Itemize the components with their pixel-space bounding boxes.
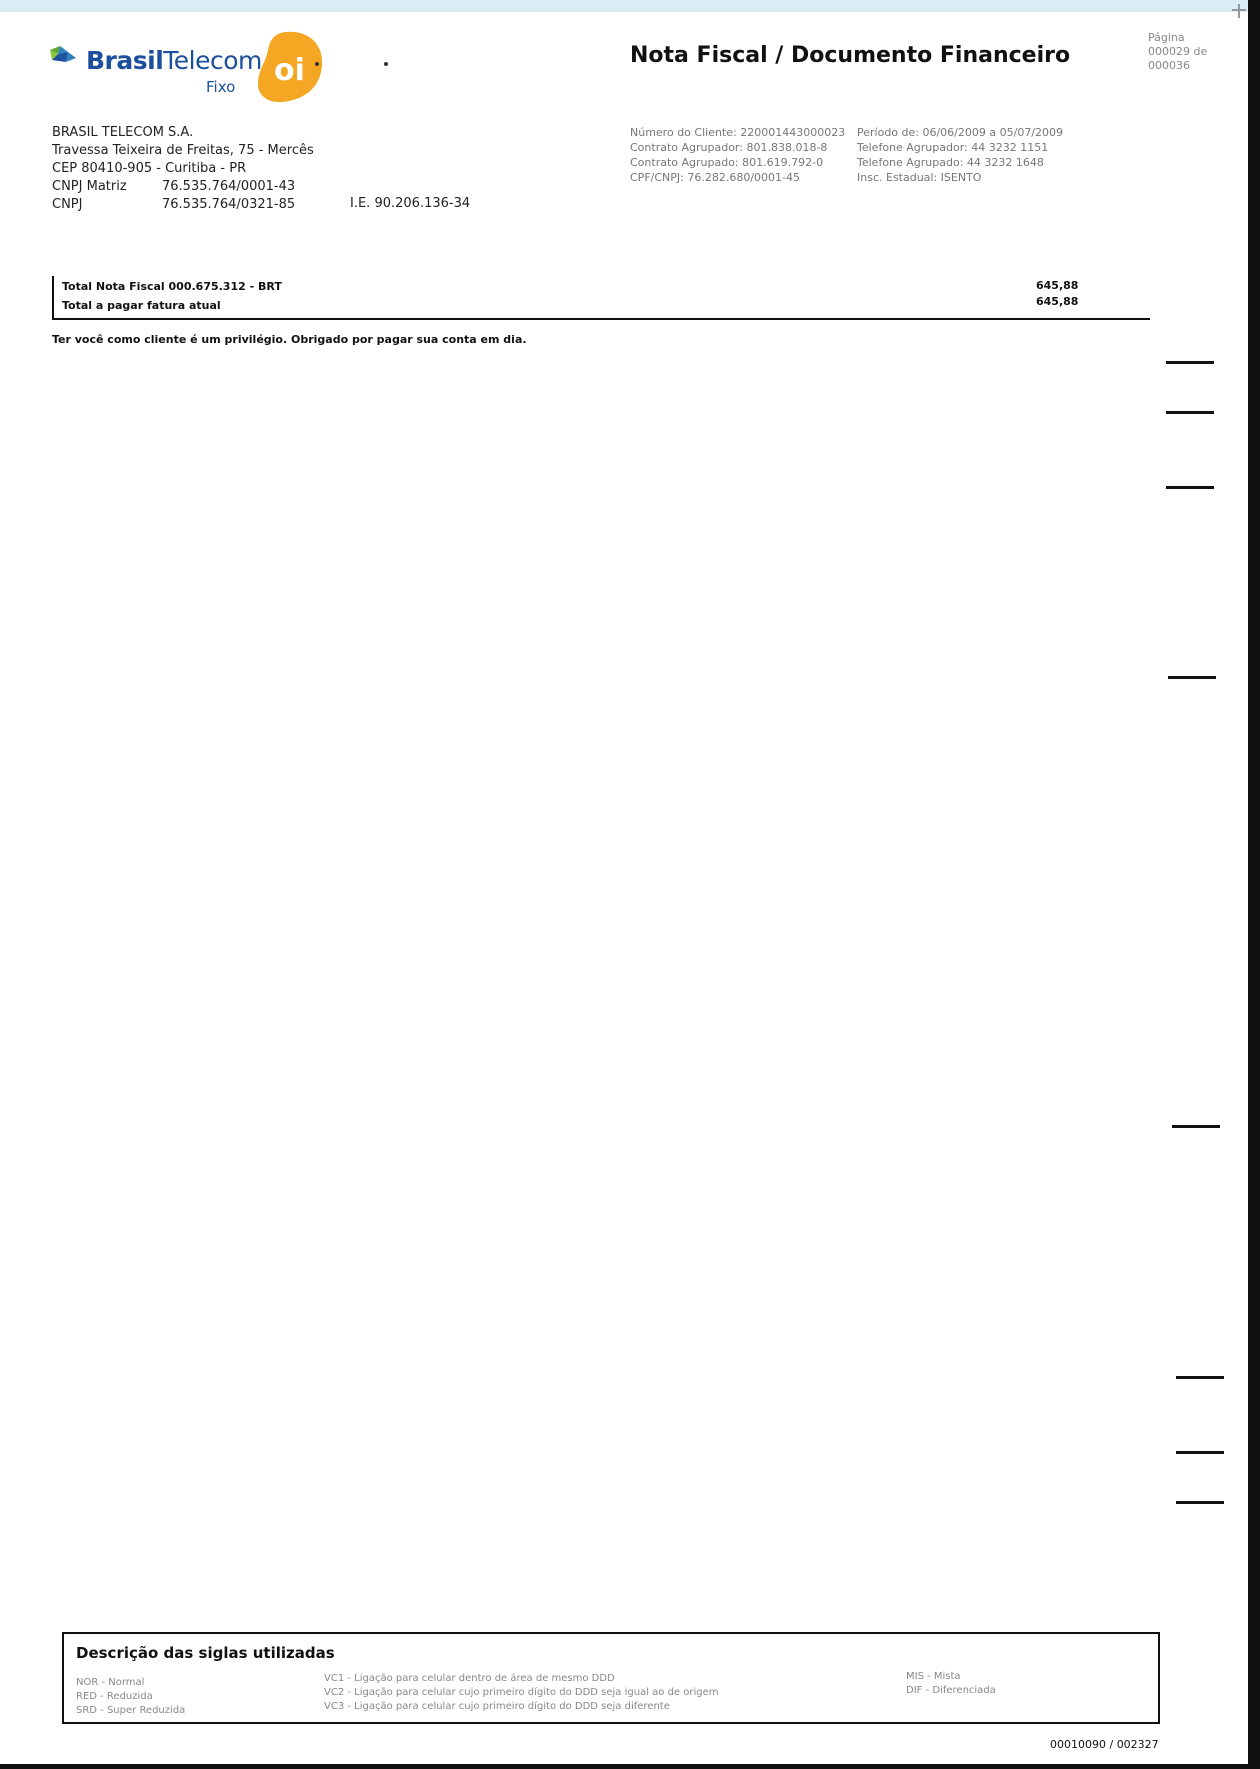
total-a-pagar-label: Total a pagar fatura atual <box>62 299 221 312</box>
scan-right-edge <box>1248 0 1260 1769</box>
document-number: 00010090 / 002327 <box>1050 1738 1159 1751</box>
margin-tick <box>1168 676 1216 679</box>
registration-mark <box>1232 4 1246 18</box>
billing-period: Período de: 06/06/2009 a 05/07/2009 <box>857 126 1064 139</box>
brand-name: BrasilTelecom <box>86 46 262 75</box>
company-cnpj <box>52 196 314 214</box>
oi-logo <box>256 30 326 104</box>
brasil-telecom-logo <box>46 40 262 100</box>
inscricao-estadual-client: Insc. Estadual: ISENTO <box>857 171 982 184</box>
cnpj-label: CNPJ <box>52 197 83 212</box>
legend-item: RED - Reduzida <box>76 1691 153 1702</box>
margin-tick <box>1176 1451 1224 1454</box>
totals-box <box>52 276 1150 320</box>
page-value: 000029 de <box>1148 45 1208 58</box>
company-cep: CEP 80410-905 - Curitiba - PR <box>52 161 247 176</box>
client-cpf-cnpj: CPF/CNPJ: 76.282.680/0001-45 <box>630 171 800 184</box>
scan-top-edge <box>0 0 1260 12</box>
legend-item: VC2 - Ligação para celular cujo primeiro dígito do DDD seja igual ao de origem <box>324 1687 719 1698</box>
margin-tick <box>1176 1376 1224 1379</box>
page-indicator <box>1148 31 1228 73</box>
page-label: Página <box>1148 31 1185 44</box>
client-number: Número do Cliente: 220001443000023 <box>630 126 846 139</box>
legend-item: MIS - Mista <box>906 1671 961 1682</box>
document-title: Nota Fiscal / Documento Financeiro <box>630 43 1071 68</box>
legend-item: SRD - Super Reduzida <box>76 1705 186 1716</box>
total-nota-fiscal-label: Total Nota Fiscal 000.675.312 - BRT <box>62 280 282 293</box>
inscricao-estadual-company: I.E. 90.206.136-34 <box>350 196 471 211</box>
legend-item: VC1 - Ligação para celular dentro de área de mesmo DDD <box>324 1673 615 1684</box>
margin-tick <box>1166 486 1214 489</box>
legend-column-2 <box>324 1672 719 1714</box>
oi-logo-text: oi <box>274 53 305 88</box>
contrato-agrupador: Contrato Agrupador: 801.838.018-8 <box>630 141 828 154</box>
telefone-agrupador: Telefone Agrupador: 44 3232 1151 <box>857 141 1049 154</box>
margin-tick <box>1172 1125 1220 1128</box>
legend-title: Descrição das siglas utilizadas <box>76 1644 335 1662</box>
company-name: BRASIL TELECOM S.A. <box>52 125 194 140</box>
company-cnpj-matriz <box>52 178 314 196</box>
legend-item: DIF - Diferenciada <box>906 1685 996 1696</box>
page-total: 000036 <box>1148 59 1190 72</box>
margin-tick <box>1176 1501 1224 1504</box>
client-info-column-2 <box>857 125 1063 185</box>
abbreviations-legend <box>62 1632 1160 1724</box>
scan-bottom-edge <box>0 1764 1260 1769</box>
contrato-agrupado: Contrato Agrupado: 801.619.792-0 <box>630 156 824 169</box>
company-address: Travessa Teixeira de Freitas, 75 - Mercês <box>52 143 314 158</box>
total-a-pagar-value: 645,88 <box>1036 295 1079 308</box>
bullet-dot <box>384 62 388 66</box>
legend-column-1 <box>76 1676 185 1718</box>
cnpj-matriz-value: 76.535.764/0001-43 <box>162 179 296 194</box>
client-info-column-1 <box>630 125 845 185</box>
legend-item: VC3 - Ligação para celular cujo primeiro dígito do DDD seja diferente <box>324 1701 670 1712</box>
legend-column-3 <box>906 1670 996 1698</box>
cnpj-matriz-label: CNPJ Matriz <box>52 179 127 194</box>
margin-tick <box>1166 361 1214 364</box>
company-info <box>52 124 314 214</box>
cnpj-value: 76.535.764/0321-85 <box>162 197 296 212</box>
brasil-telecom-logo-icon <box>46 42 80 72</box>
telefone-agrupado: Telefone Agrupado: 44 3232 1648 <box>857 156 1044 169</box>
brand-sub: Fixo <box>206 78 236 96</box>
thank-you-message: Ter você como cliente é um privilégio. Obrigado por pagar sua conta em dia. <box>52 333 527 346</box>
total-nota-fiscal-value: 645,88 <box>1036 279 1079 292</box>
margin-tick <box>1166 411 1214 414</box>
legend-item: NOR - Normal <box>76 1677 145 1688</box>
